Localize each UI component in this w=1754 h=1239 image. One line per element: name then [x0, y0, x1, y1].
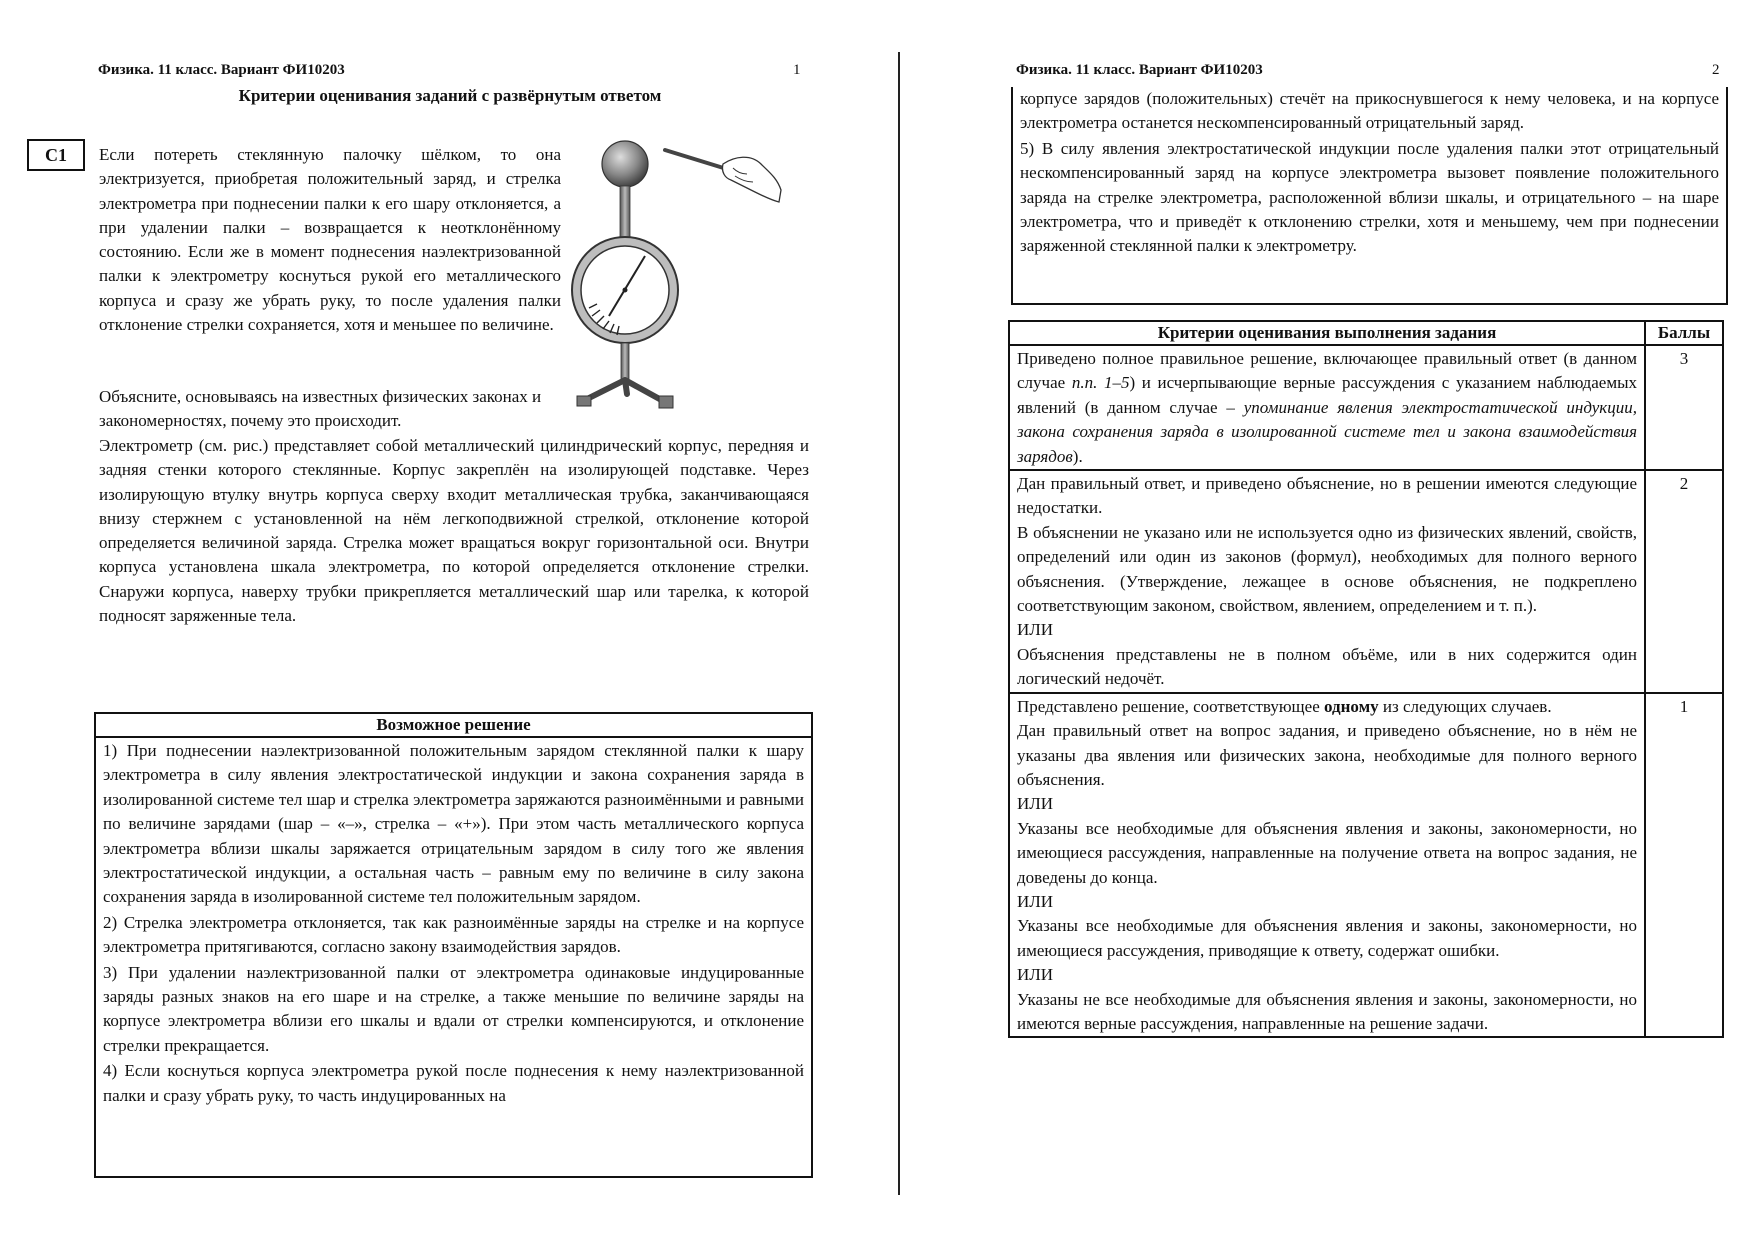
page-header: Физика. 11 класс. Вариант ФИ10203: [98, 62, 345, 78]
points-3: 3: [1645, 345, 1723, 470]
criteria-text-2: Дан правильный ответ, и приведено объяснение, но в решении имеются следующие недостатки. В объяснении не указано или не используется одно из физических явлений, свойств, определений или один из законов (формул), необходимых для полного верного объяснения. (Утверждение, лежащее в основе объяснения, не подкреплено соответствующим законом, свойством, явлением, определением и т. п.). ИЛИ Объяснения представлены не в полном объёме, или в них содержится один логический недочёт.: [1009, 470, 1645, 693]
criteria-header-row: [1009, 321, 1723, 345]
solution-step-2: 2) Стрелка электрометра отклоняется, так как разноимённые заряды на стрелке и на корпусе электрометра притягиваются, согласно закону взаимодействия зарядов.: [103, 912, 804, 957]
solution-box: [94, 712, 813, 1178]
solution-continuation-box: [1011, 87, 1728, 305]
criteria-row-2: [1009, 470, 1723, 693]
solution-step-4: 4) Если коснуться корпуса электрометра рукой после поднесения к нему наэлектризованной палки и сразу убрать руку, то часть индуцированных на: [103, 1061, 804, 1105]
solution-header: Возможное решение: [96, 714, 811, 738]
page-header-right: Физика. 11 класс. Вариант ФИ10203: [1016, 62, 1263, 78]
criteria-table: [1008, 320, 1724, 1038]
solution-step-1: 1) При поднесении наэлектризованной положительным зарядом стеклянной палки к шару электрометра в силу явления электростатической индукции и закона сохранения заряда в изолированной системе тел шар и стрелка электрометра заряжаются разноимёнными и равными по величине зарядами (шар – «–», стрелка – «+»). При этом часть металлического корпуса электрометра вблизи шкалы заряжается отрицательным зарядом в силу того же явления электростатической индукции, а остальная часть – равным ему по величине в силу закона сохранения заряда в изолированной системе тел положительным зарядом.: [103, 741, 804, 907]
glass-rod: [665, 150, 730, 170]
page-number-right: 2: [1712, 62, 1720, 78]
solution-step-5: 5) В силу явления электростатической индукции после удаления палки этот отрицательный нескомпенсированный заряд на корпусе электрометра вызовет появление положительного заряда на стрелке электрометра, расположенной вблизи шкалы, и отрицательного – на шаре электрометра, что и приведёт к отклонению стрелки, хотя и меньшему, чем при поднесении заряженной стеклянной палки к электрометру.: [1020, 138, 1719, 256]
task-label: C1: [27, 139, 85, 171]
points-header: Баллы: [1645, 321, 1723, 345]
points-1: 1: [1645, 693, 1723, 1038]
page-title: Критерии оценивания заданий с развёрнутым ответом: [238, 86, 662, 105]
task-text: Если потереть стеклянную палочку шёлком, то она электризуется, приобретая положительный заряд, и стрелка электрометра при поднесении палки к его шару отклоняется, а при удалении палки – возвращается к неотклонённому состоянию. Если же в момент поднесения наэлектризованной палки к электрометру коснуться рукой его металлического корпуса и сразу же убрать руку, то после удаления палки отклонение стрелки сохраняется, хотя и меньшее по величине.: [99, 145, 561, 335]
solution-step-3: 3) При удалении наэлектризованной палки от электрометра одинаковые индуцированные заряды разных знаков на его шаре и на стрелке, а также меньшие по величине заряды на корпусе электрометра вблизи его шкалы и вдали от стрелки компенсируются, и отклонение стрелки прекращается.: [103, 962, 804, 1055]
criteria-row-1: [1009, 693, 1723, 1038]
electrometer-ball: [602, 141, 648, 187]
task-question: Объясните, основываясь на известных физических законах и закономерностях, почему это происходит.: [99, 387, 542, 431]
criteria-row-3: [1009, 345, 1723, 470]
criteria-text-3: Приведено полное правильное решение, включающее правильный ответ (в данном случае п.п. 1–5) и исчерпывающие верные рассуждения с указанием наблюдаемых явлений (в данном случае – упоминание явления электростатической индукции, закона сохранения заряда в изолированной системе тел и закона взаимодействия зарядов).: [1009, 345, 1645, 470]
criteria-header: Критерии оценивания выполнения задания: [1009, 321, 1645, 345]
solution-continuation: корпусе зарядов (положительных) стечёт на прикоснувшегося к нему человека, и на корпусе электрометра останется нескомпенсированный отрицательный заряд.: [1020, 89, 1719, 133]
electrometer-figure: [565, 138, 805, 420]
page-number: 1: [793, 62, 801, 78]
hand: [722, 157, 781, 202]
criteria-text-1: Представлено решение, соответствующее одному из следующих случаев. Дан правильный ответ на вопрос задания, и приведено объяснение, но в нём не указаны два явления или физических закона, необходимые для полного верного объяснения. ИЛИ Указаны все необходимые для объяснения явления и законы, закономерности, но имеющиеся рассуждения, направленные на получение ответа на вопрос задания, не доведены до конца. ИЛИ Указаны все необходимые для объяснения явления и законы, закономерности, но имеющиеся рассуждения, приводящие к ответу, содержат ошибки. ИЛИ Указаны не все необходимые для объяснения явления и законы, закономерности, но имеются верные рассуждения, направленные на решение задачи.: [1009, 693, 1645, 1038]
electrometer-rod: [620, 186, 630, 244]
points-2: 2: [1645, 470, 1723, 693]
electrometer-description: Электрометр (см. рис.) представляет собой металлический цилиндрический корпус, передняя и задняя стенки которого стеклянные. Корпус закреплён на изолирующей подставке. Через изолирующую втулку внутрь корпуса сверху входит металлическая трубка, заканчивающаяся внизу стержнем с установленной на нём легкоподвижной стрелкой, отклонение которой определяется величиной заряда. Стрелка может вращаться вокруг горизонтальной оси. Внутри корпуса установлена шкала электрометра, по которой определяется отклонение стрелки. Снаружи корпуса, наверху трубки прикрепляется металлический шар или тарелка, к которой подносят заряженные тела.: [99, 436, 809, 626]
